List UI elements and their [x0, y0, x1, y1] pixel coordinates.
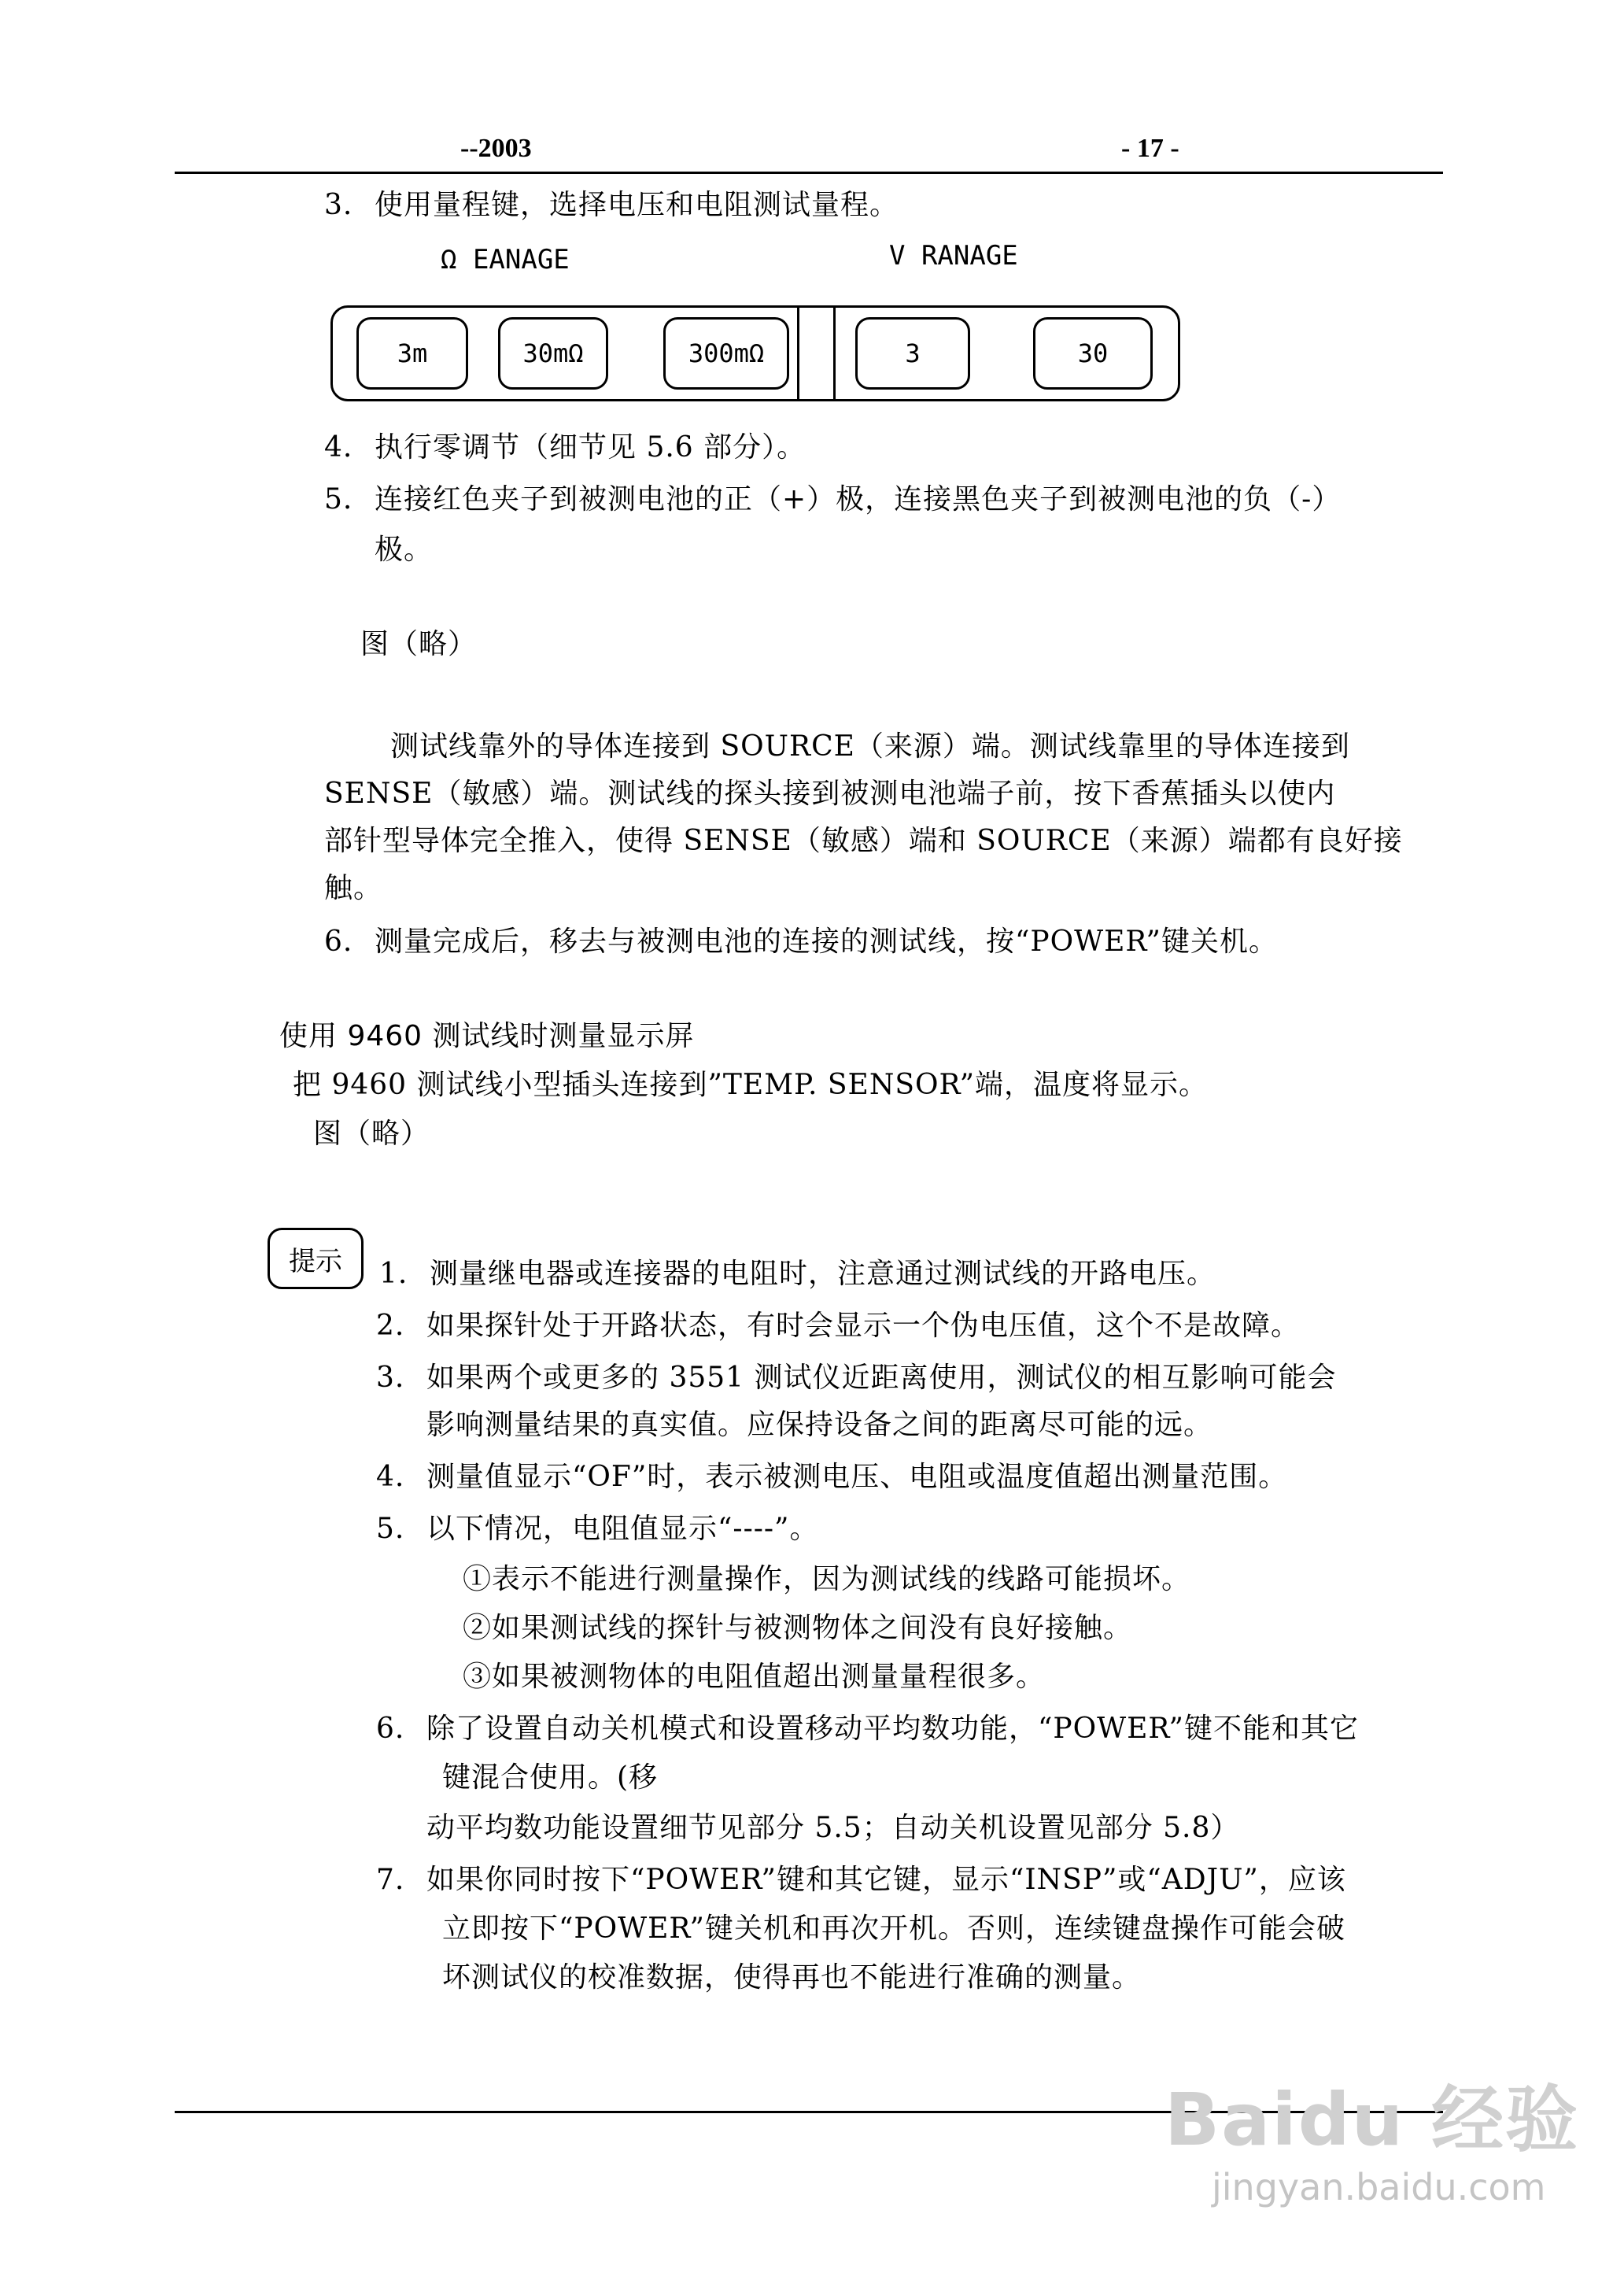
step-text: 使用量程键，选择电压和电阻测试量程。	[375, 189, 899, 221]
tip-subitem-3: ③如果被测物体的电阻值超出测量量程很多。	[463, 1661, 1046, 1693]
range-key-30mohm[interactable]: 30mΩ	[498, 317, 608, 390]
section-title: 使用 9460 测试线时测量显示屏	[279, 1020, 695, 1052]
tip-item-3	[376, 1355, 1337, 1395]
step-5	[324, 477, 1341, 517]
tip-text: 如果两个或更多的 3551 测试仪近距离使用，测试仪的相互影响可能会	[426, 1362, 1337, 1394]
paragraph-line: 测试线靠外的导体连接到 SOURCE（来源）端。测试线靠里的导体连接到	[390, 730, 1350, 763]
figure-omitted: 图（略）	[360, 628, 478, 660]
step-3	[324, 183, 899, 223]
tip-item-7-continued: 立即按下“POWER”键关机和再次开机。否则，连续键盘操作可能会破	[442, 1913, 1345, 1945]
tip-number: 6.	[376, 1713, 405, 1745]
tip-item-4	[376, 1454, 1287, 1495]
paragraph-line: SENSE（敏感）端。测试线的探头接到被测电池端子前，按下香蕉插头以使内	[324, 778, 1336, 810]
tip-text: 以下情况，电阻值显示“----”。	[426, 1513, 819, 1545]
tip-item-7-continued: 坏测试仪的校准数据，使得再也不能进行准确的测量。	[442, 1961, 1142, 1994]
step-number: 5.	[324, 483, 353, 516]
voltage-range-label: V RANAGE	[889, 240, 1018, 272]
paragraph-line: 触。	[324, 872, 383, 904]
step-number: 6.	[324, 926, 353, 958]
range-key-panel	[330, 305, 1180, 401]
range-key-30v[interactable]: 30	[1033, 317, 1153, 390]
step-text: 测量完成后，移去与被测电池的连接的测试线，按“POWER”键关机。	[375, 926, 1278, 958]
tip-text: 除了设置自动关机模式和设置移动平均数功能，“POWER”键不能和其它	[426, 1713, 1359, 1745]
tip-number: 4.	[376, 1461, 405, 1493]
step-6	[324, 919, 1278, 959]
watermark-brand: Baidu 经验	[1164, 2078, 1580, 2162]
header-year: --2003	[460, 134, 532, 163]
tip-number: 5.	[376, 1513, 405, 1545]
range-key-3m[interactable]: 3m	[356, 317, 468, 390]
tip-item-5	[376, 1506, 818, 1547]
panel-divider	[833, 308, 836, 399]
tip-badge: 提示	[268, 1228, 364, 1289]
tip-subitem-2: ②如果测试线的探针与被测物体之间没有良好接触。	[463, 1612, 1133, 1644]
tip-number: 3.	[376, 1362, 405, 1394]
range-key-3v[interactable]: 3	[855, 317, 970, 390]
step-text: 执行零调节（细节见 5.6 部分）。	[375, 431, 806, 464]
step-4	[324, 425, 806, 465]
tip-text: 测量值显示“OF”时，表示被测电压、电阻或温度值超出测量范围。	[426, 1461, 1288, 1493]
step-5-continued: 极。	[375, 534, 434, 566]
tip-item-6-continued: 键混合使用。(移	[442, 1761, 659, 1794]
tip-text: 如果探针处于开路状态，有时会显示一个伪电压值，这个不是故障。	[426, 1310, 1301, 1342]
tip-text: 如果你同时按下“POWER”键和其它键，显示“INSP”或“ADJU”，应该	[426, 1864, 1346, 1896]
tip-number: 2.	[376, 1310, 405, 1342]
step-text: 连接红色夹子到被测电池的正（+）极，连接黑色夹子到被测电池的负（-）	[375, 483, 1342, 516]
step-number: 4.	[324, 431, 353, 464]
step-number: 3.	[324, 189, 353, 221]
tip-number: 7.	[376, 1864, 405, 1896]
panel-divider	[797, 308, 799, 399]
tip-item-6-continued: 动平均数功能设置细节见部分 5.5；自动关机设置见部分 5.8）	[426, 1812, 1240, 1844]
tip-text: 测量继电器或连接器的电阻时，注意通过测试线的开路电压。	[430, 1258, 1216, 1290]
tip-item-6	[376, 1706, 1359, 1746]
tip-item-3-continued: 影响测量结果的真实值。应保持设备之间的距离尽可能的远。	[426, 1409, 1213, 1441]
figure-omitted: 图（略）	[313, 1118, 430, 1150]
tip-item-2	[376, 1303, 1300, 1343]
watermark-url: jingyan.baidu.com	[1212, 2166, 1546, 2208]
tip-subitem-1: ①表示不能进行测量操作，因为测试线的线路可能损坏。	[463, 1563, 1191, 1595]
header-rule	[175, 172, 1443, 174]
ohm-range-label: Ω EANAGE	[441, 244, 570, 275]
tip-item-7	[376, 1857, 1346, 1898]
tip-number: 1.	[379, 1258, 408, 1290]
section-text: 把 9460 测试线小型插头连接到”TEMP. SENSOR”端，温度将显示。	[293, 1069, 1209, 1101]
paragraph-line: 部针型导体完全推入，使得 SENSE（敏感）端和 SOURCE（来源）端都有良好接	[324, 825, 1403, 857]
range-key-300mohm[interactable]: 300mΩ	[663, 317, 789, 390]
tip-item-1	[379, 1251, 1216, 1292]
baidu-watermark	[1164, 2062, 1579, 2208]
page-number: - 17 -	[1121, 134, 1179, 163]
